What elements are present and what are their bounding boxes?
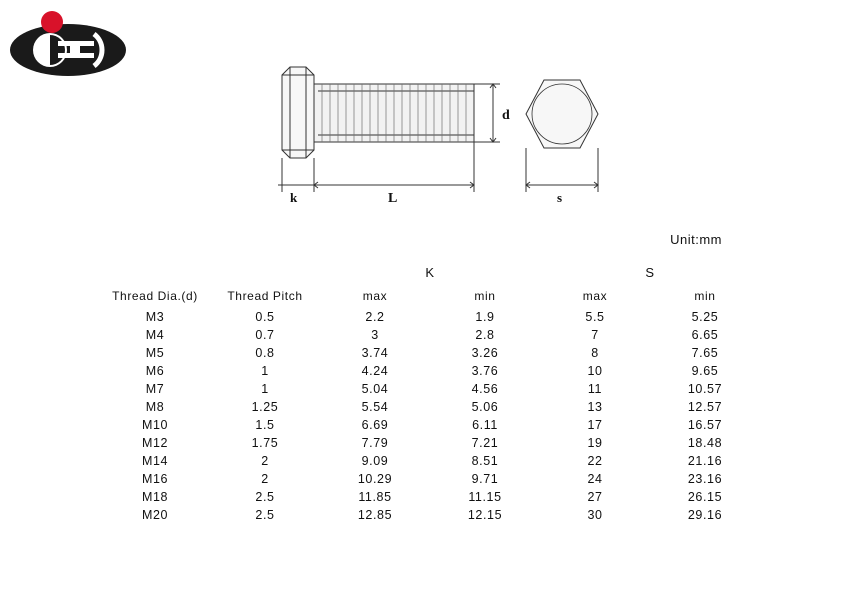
cell-thread-pitch: 1 xyxy=(261,382,269,396)
cell-thread-pitch: 1.75 xyxy=(251,436,279,450)
cell-k-max: 3.74 xyxy=(361,346,389,360)
bolt-diagram-svg xyxy=(260,40,640,215)
cell-k-max: 6.69 xyxy=(361,418,389,432)
cell-k-max: 4.24 xyxy=(361,364,389,378)
table-group-header-row xyxy=(100,262,760,284)
cell-thread-pitch: 2.5 xyxy=(255,508,275,522)
cell-k-min: 5.06 xyxy=(471,400,499,414)
cell-s-min: 18.48 xyxy=(687,436,723,450)
logo-graphic xyxy=(8,8,128,78)
cell-s-min: 29.16 xyxy=(687,508,723,522)
cell-s-max: 17 xyxy=(587,418,603,432)
cell-k-max: 5.54 xyxy=(361,400,389,414)
hex-bolt-drawing xyxy=(260,40,640,210)
cell-s-max: 10 xyxy=(587,364,603,378)
cell-k-max: 5.04 xyxy=(361,382,389,396)
table-row xyxy=(100,362,760,380)
spec-table xyxy=(100,262,760,524)
unit-note: Unit:mm xyxy=(670,232,722,247)
table-row xyxy=(100,488,760,506)
cell-thread-dia: M20 xyxy=(141,508,169,522)
cell-thread-pitch: 1.5 xyxy=(255,418,275,432)
cell-s-max: 11 xyxy=(587,382,603,396)
table-row xyxy=(100,416,760,434)
label-d: d xyxy=(502,108,510,123)
cell-thread-pitch: 1 xyxy=(261,364,269,378)
cell-k-max: 10.29 xyxy=(357,472,393,486)
cell-k-min: 12.15 xyxy=(467,508,503,522)
cell-s-min: 16.57 xyxy=(687,418,723,432)
cell-k-min: 3.26 xyxy=(471,346,499,360)
cell-thread-dia: M16 xyxy=(141,472,169,486)
cell-s-max: 22 xyxy=(587,454,603,468)
label-L: L xyxy=(388,191,398,206)
cell-thread-dia: M12 xyxy=(141,436,169,450)
cell-k-max: 11.85 xyxy=(358,490,392,504)
cell-s-max: 7 xyxy=(591,328,599,342)
cell-s-max: 13 xyxy=(587,400,603,414)
table-row xyxy=(100,326,760,344)
table-row xyxy=(100,308,760,326)
cell-s-min: 12.57 xyxy=(687,400,723,414)
cell-k-min: 2.8 xyxy=(475,328,495,342)
cell-thread-pitch: 2 xyxy=(261,472,269,486)
column-header-thread-dia: Thread Dia.(d) xyxy=(112,289,198,303)
table-row xyxy=(100,506,760,524)
cell-s-min: 10.57 xyxy=(687,382,723,396)
cell-thread-dia: M10 xyxy=(141,418,169,432)
cell-thread-dia: M4 xyxy=(145,328,165,342)
cell-s-max: 27 xyxy=(587,490,603,504)
table-row xyxy=(100,344,760,362)
cell-k-max: 9.09 xyxy=(361,454,389,468)
cell-s-max: 24 xyxy=(587,472,603,486)
cell-s-min: 6.65 xyxy=(691,328,719,342)
cell-k-min: 11.15 xyxy=(468,490,502,504)
cell-k-min: 8.51 xyxy=(471,454,499,468)
cell-s-max: 5.5 xyxy=(585,310,605,324)
cell-k-min: 1.9 xyxy=(475,310,495,324)
table-row xyxy=(100,434,760,452)
cell-k-min: 6.11 xyxy=(472,418,498,432)
group-header-blank-1 xyxy=(100,262,210,284)
cell-k-max: 3 xyxy=(371,328,379,342)
cell-s-min: 21.16 xyxy=(687,454,723,468)
cell-s-min: 7.65 xyxy=(691,346,719,360)
column-header-s-max: max xyxy=(582,289,608,303)
cell-s-min: 26.15 xyxy=(687,490,723,504)
cell-s-max: 8 xyxy=(591,346,599,360)
cell-thread-dia: M5 xyxy=(145,346,165,360)
cell-thread-pitch: 2 xyxy=(261,454,269,468)
group-header-k: K xyxy=(425,265,435,280)
cell-k-max: 7.79 xyxy=(361,436,389,450)
table-row xyxy=(100,452,760,470)
label-k: k xyxy=(290,190,298,205)
column-header-s-min: min xyxy=(694,289,716,303)
cell-thread-dia: M18 xyxy=(141,490,169,504)
cell-s-min: 23.16 xyxy=(687,472,723,486)
group-header-s: S xyxy=(645,265,655,280)
cell-thread-dia: M14 xyxy=(141,454,169,468)
cell-s-min: 5.25 xyxy=(691,310,719,324)
cell-thread-dia: M7 xyxy=(145,382,165,396)
spec-table-wrap xyxy=(100,262,780,524)
cell-k-min: 3.76 xyxy=(471,364,499,378)
cell-k-min: 9.71 xyxy=(471,472,499,486)
company-logo xyxy=(8,8,128,78)
cell-s-max: 19 xyxy=(587,436,603,450)
cell-k-min: 7.21 xyxy=(471,436,499,450)
cell-thread-pitch: 0.7 xyxy=(255,328,275,342)
column-header-k-min: min xyxy=(474,289,496,303)
cell-k-min: 4.56 xyxy=(471,382,499,396)
label-s: s xyxy=(557,190,563,205)
table-row xyxy=(100,380,760,398)
cell-thread-dia: M6 xyxy=(145,364,165,378)
cell-thread-pitch: 1.25 xyxy=(251,400,279,414)
cell-s-min: 9.65 xyxy=(691,364,719,378)
group-header-blank-2 xyxy=(210,262,320,284)
cell-s-max: 30 xyxy=(587,508,603,522)
cell-thread-dia: M8 xyxy=(145,400,165,414)
cell-thread-pitch: 0.5 xyxy=(255,310,275,324)
column-header-k-max: max xyxy=(362,289,388,303)
cell-thread-pitch: 2.5 xyxy=(255,490,275,504)
cell-thread-pitch: 0.8 xyxy=(255,346,275,360)
table-header-row xyxy=(100,284,760,308)
table-row xyxy=(100,470,760,488)
table-row xyxy=(100,398,760,416)
cell-k-max: 12.85 xyxy=(357,508,393,522)
cell-k-max: 2.2 xyxy=(365,310,385,324)
cell-thread-dia: M3 xyxy=(145,310,165,324)
column-header-thread-pitch: Thread Pitch xyxy=(227,289,303,303)
